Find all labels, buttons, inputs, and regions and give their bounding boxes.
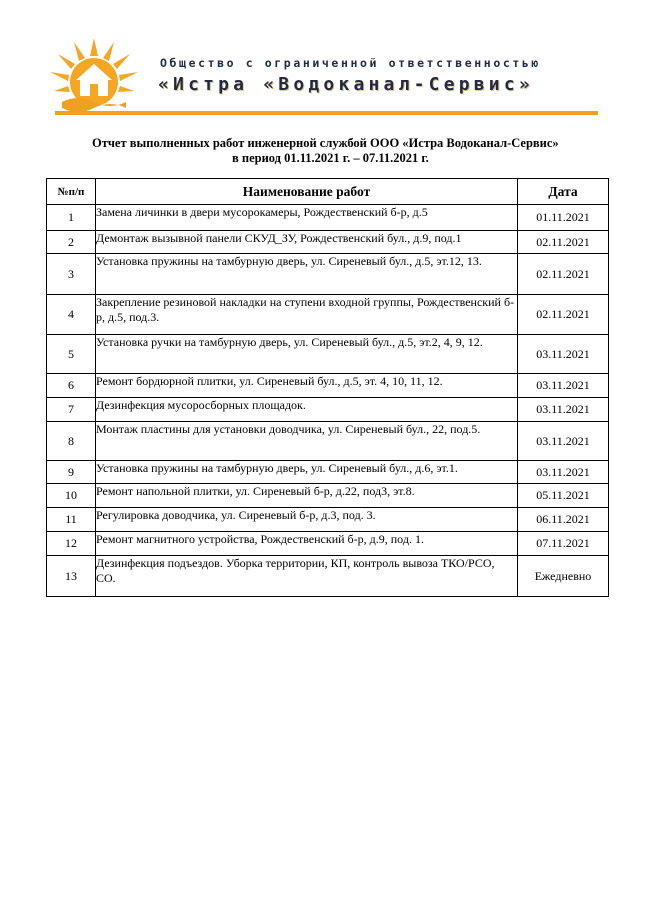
- report-title-line1: Отчет выполненных работ инженерной службой ООО «Истра Водоканал-Сервис»: [92, 136, 559, 150]
- table-row: [47, 484, 609, 508]
- table-row: [47, 205, 609, 231]
- table-row: [47, 532, 609, 556]
- table-row: [47, 422, 609, 461]
- works-table: [46, 178, 609, 597]
- table-row: [47, 461, 609, 484]
- table-row: [47, 508, 609, 532]
- row-num: 9: [47, 461, 96, 484]
- header-divider: [55, 111, 598, 115]
- row-date: 05.11.2021: [518, 484, 609, 508]
- row-date: 03.11.2021: [518, 422, 609, 461]
- row-date: 03.11.2021: [518, 461, 609, 484]
- row-work-name: Дезинфекция мусоросборных площадок.: [96, 398, 518, 422]
- column-header-date: Дата: [518, 179, 609, 205]
- row-date: 01.11.2021: [518, 205, 609, 231]
- row-work-name: Дезинфекция подъездов. Уборка территории, КП, контроль вывоза ТКО/РСО, СО.: [96, 556, 518, 597]
- row-work-name: Регулировка доводчика, ул. Сиреневый б-р, д.3, под. 3.: [96, 508, 518, 532]
- row-num: 2: [47, 231, 96, 254]
- table-row: [47, 556, 609, 597]
- row-work-name: Ремонт бордюрной плитки, ул. Сиреневый бул., д.5, эт. 4, 10, 11, 12.: [96, 374, 518, 398]
- table-row: [47, 335, 609, 374]
- row-num: 1: [47, 205, 96, 231]
- table-row: [47, 231, 609, 254]
- row-date: 02.11.2021: [518, 254, 609, 295]
- table-header-row: [47, 179, 609, 205]
- org-name: «Истра «Водоканал-Сервис»: [158, 74, 534, 95]
- row-date: 03.11.2021: [518, 335, 609, 374]
- row-work-name: Установка ручки на тамбурную дверь, ул. Сиреневый бул., д.5, эт.2, 4, 9, 12.: [96, 335, 518, 374]
- row-work-name: Демонтаж вызывной панели СКУД_ЗУ, Рождественский бул., д.9, под.1: [96, 231, 518, 254]
- row-num: 3: [47, 254, 96, 295]
- row-num: 10: [47, 484, 96, 508]
- row-date: 02.11.2021: [518, 295, 609, 335]
- row-work-name: Закрепление резиновой накладки на ступени входной группы, Рождественский б-р, д.5, под.3.: [96, 295, 518, 335]
- row-num: 12: [47, 532, 96, 556]
- row-num: 7: [47, 398, 96, 422]
- table-row: [47, 295, 609, 335]
- row-date: 06.11.2021: [518, 508, 609, 532]
- table-row: [47, 374, 609, 398]
- row-num: 8: [47, 422, 96, 461]
- org-legal-form: Общество с ограниченной ответственностью: [160, 56, 541, 70]
- row-work-name: Замена личинки в двери мусорокамеры, Рождественский б-р, д.5: [96, 205, 518, 231]
- row-date: 07.11.2021: [518, 532, 609, 556]
- report-period: в период 01.11.2021 г. – 07.11.2021 г.: [232, 151, 429, 165]
- row-num: 6: [47, 374, 96, 398]
- company-logo: [48, 36, 140, 116]
- row-work-name: Установка пружины на тамбурную дверь, ул. Сиреневый бул., д.5, эт.12, 13.: [96, 254, 518, 295]
- row-work-name: Ремонт магнитного устройства, Рождественский б-р, д.9, под. 1.: [96, 532, 518, 556]
- row-num: 11: [47, 508, 96, 532]
- row-num: 4: [47, 295, 96, 335]
- row-work-name: Монтаж пластины для установки доводчика, ул. Сиреневый бул., 22, под.5.: [96, 422, 518, 461]
- row-date: 03.11.2021: [518, 398, 609, 422]
- row-date: 03.11.2021: [518, 374, 609, 398]
- column-header-num: №п/п: [47, 179, 96, 205]
- table-row: [47, 254, 609, 295]
- row-date: 02.11.2021: [518, 231, 609, 254]
- row-work-name: Установка пружины на тамбурную дверь, ул. Сиреневый бул., д.6, эт.1.: [96, 461, 518, 484]
- column-header-name: Наименование работ: [96, 179, 518, 205]
- row-work-name: Ремонт напольной плитки, ул. Сиреневый б-р, д.22, под3, эт.8.: [96, 484, 518, 508]
- row-date: Ежедневно: [518, 556, 609, 597]
- row-num: 5: [47, 335, 96, 374]
- table-row: [47, 398, 609, 422]
- row-num: 13: [47, 556, 96, 597]
